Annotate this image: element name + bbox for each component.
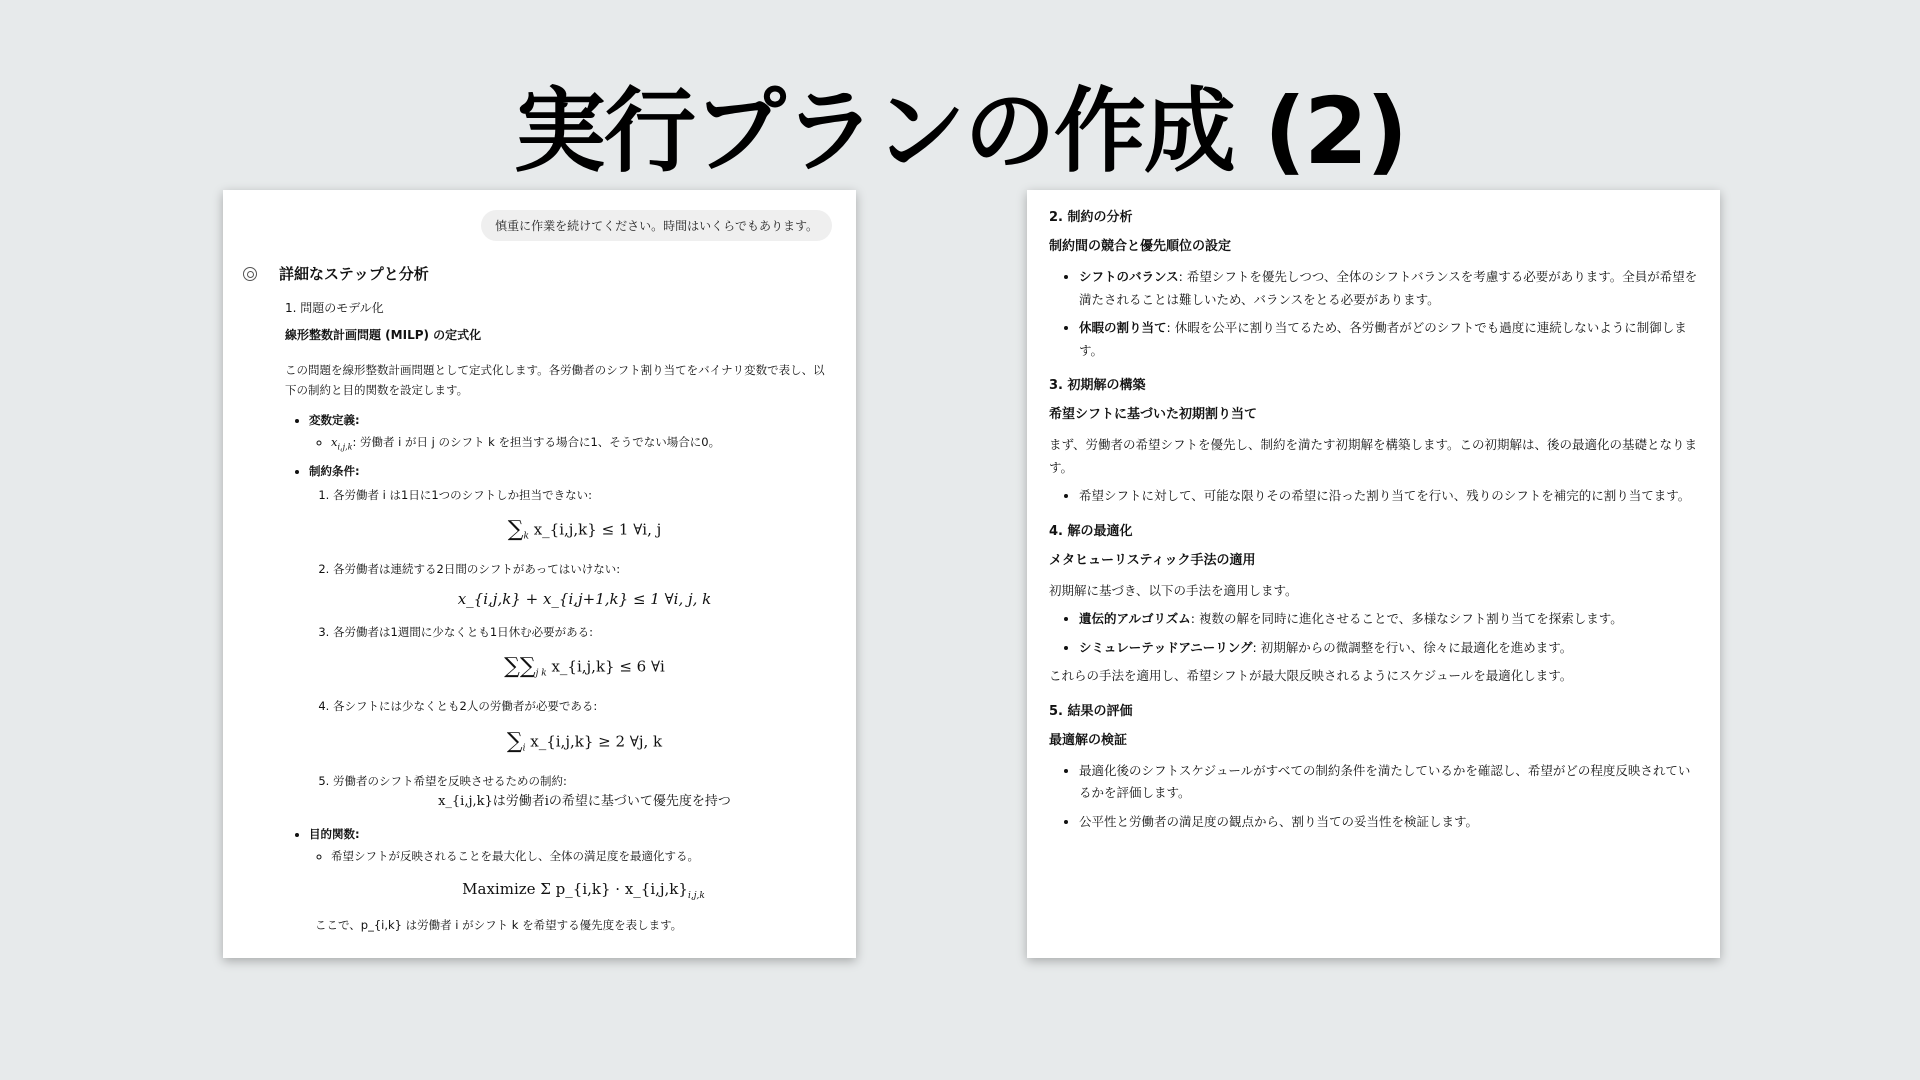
objective-footnote: ここで、p_{i,k} は労働者 i がシフト k を希望する優先度を表します。 <box>315 917 683 932</box>
constraint-text: 各労働者は1週間に少なくとも1日休む必要がある: <box>333 624 594 639</box>
constraint-formula: $\sum_k$ x_{i,j,k} ≤ 1 ∀i, j <box>507 516 662 542</box>
constraint-item <box>333 696 836 761</box>
section-heading: 4. 解の最適化 <box>1049 523 1133 539</box>
constraint-item <box>333 485 836 550</box>
response-header <box>243 263 836 284</box>
bullet-item: • 希望シフトに対して、可能な限りその希望に沿った割り当てを行い、残りのシフトを補完的に割り当てます。 <box>1079 485 1700 508</box>
user-message-bubble: 慎重に作業を続けてください。時間はいくらでもあります。 <box>481 210 832 241</box>
variables-symbol-sub: i,j,k <box>337 442 353 452</box>
constraints-label: 制約条件: <box>309 463 360 478</box>
section-closing-paragraph: これらの手法を適用し、希望シフトが最大限反映されるようにスケジュールを最適化します。 <box>1049 668 1573 683</box>
slide-title: 実行プランの作成 (2) <box>513 78 1407 185</box>
constraint-formula: $\sum_i$ x_{i,j,k} ≥ 2 ∀j, k <box>506 728 663 754</box>
objective-definition: ◦ 希望シフトが反映されることを最大化し、全体の満足度を最適化する。 Maximize Σ p_{i,k} · $x\_\{i,j,k\}_{i,j,k}$ <box>331 846 836 905</box>
constraint-formula: x_{i,j,k}は労働者iの希望に基づいて優先度を持つ <box>438 794 731 810</box>
constraint-text: 各労働者は連続する2日間のシフトがあってはいけない: <box>333 562 621 577</box>
section-bullets <box>1049 266 1700 362</box>
section-subheading: 最適解の検証 <box>1049 732 1128 748</box>
bullet-item: • 休暇の割り当て: 休暇を公平に割り当てるため、各労働者がどのシフトでも過度に連続しないように制御します。 <box>1079 317 1700 362</box>
bullet-item: • 公平性と労働者の満足度の観点から、割り当ての妥当性を検証します。 <box>1079 811 1700 834</box>
section-bullets <box>1049 485 1700 508</box>
intro-paragraph: この問題を線形整数計画問題として定式化します。各労働者のシフト割り当てをバイナリ変数で表し、以下の制約と目的関数を設定します。 <box>285 363 825 398</box>
bullet-item: • 最適化後のシフトスケジュールがすべての制約条件を満たしているかを確認し、希望がどの程度反映されているかを評価します。 <box>1079 760 1700 805</box>
section-paragraph: 初期解に基づき、以下の手法を適用します。 <box>1049 582 1298 598</box>
objective-item <box>309 824 836 905</box>
variables-definition <box>331 432 836 454</box>
objective-formula: Maximize Σ p_{i,k} · $x\_\{i,j,k\}_{i,j,k}$ <box>462 880 705 902</box>
objective-label: 目的関数: <box>309 826 360 841</box>
right-screenshot-panel <box>1027 190 1720 958</box>
constraint-text: 労働者のシフト希望を反映させるための制約: <box>333 774 567 789</box>
constraint-item <box>333 771 836 814</box>
section-subheading: メタヒューリスティック手法の適用 <box>1049 552 1256 568</box>
left-screenshot-panel <box>223 190 856 958</box>
step1-heading: 1. 問題のモデル化 <box>285 301 384 315</box>
section-subheading: 制約間の競合と優先順位の設定 <box>1049 239 1232 254</box>
constraint-text: 各労働者 i は1日に1つのシフトしか担当できない: <box>333 487 593 502</box>
section-heading: 2. 制約の分析 <box>1049 210 1133 225</box>
section-heading: 3. 初期解の構築 <box>1049 378 1146 393</box>
constraint-formula: $\sum\sum_{j k}$ x_{i,j,k} ≤ 6 ∀i <box>504 653 665 679</box>
section-subheading: 希望シフトに基づいた初期割り当て <box>1049 407 1258 422</box>
variables-symbol: x <box>331 435 338 450</box>
model-list <box>285 410 836 905</box>
response-content <box>243 298 836 935</box>
section-paragraph: まず、労働者の希望シフトを優先し、制約を満たす初期解を構築します。この初期解は、後の最適化の基礎となります。 <box>1049 437 1698 475</box>
variables-label: 変数定義: <box>309 413 360 428</box>
response-title: 詳細なステップと分析 <box>279 265 429 283</box>
constraint-item <box>333 622 836 687</box>
bullet-item: • シフトのバランス: 希望シフトを優先しつつ、全体のシフトバランスを考慮する必要があります。全員が希望を満たされることは難しいため、バランスをとる必要があります。 <box>1079 266 1700 311</box>
variables-item <box>309 410 836 454</box>
variables-text: : 労働者 i が日 j のシフト k を担当する場合に1、そうでない場合に0。 <box>352 435 721 450</box>
section-bullets <box>1049 608 1700 659</box>
constraint-item <box>333 559 836 611</box>
step1-subheading: 線形整数計画問題 (MILP) の定式化 <box>285 328 482 342</box>
constraints-item <box>309 461 836 814</box>
section-heading: 5. 結果の評価 <box>1049 703 1133 719</box>
bullet-item: • シミュレーテッドアニーリング: 初期解からの微調整を行い、徐々に最適化を進めます。 <box>1079 637 1700 660</box>
bullet-item: • 遺伝的アルゴリズム: 複数の解を同時に進化させることで、多様なシフト割り当てを探索します。 <box>1079 608 1700 631</box>
constraints-list <box>309 485 836 814</box>
section-bullets <box>1049 760 1700 834</box>
constraint-text: 各シフトには少なくとも2人の労働者が必要である: <box>333 699 598 714</box>
assistant-logo-icon <box>243 267 257 281</box>
constraint-formula: x_{i,j,k} + x_{i,j+1,k} ≤ 1 ∀i, j, k <box>457 589 712 608</box>
